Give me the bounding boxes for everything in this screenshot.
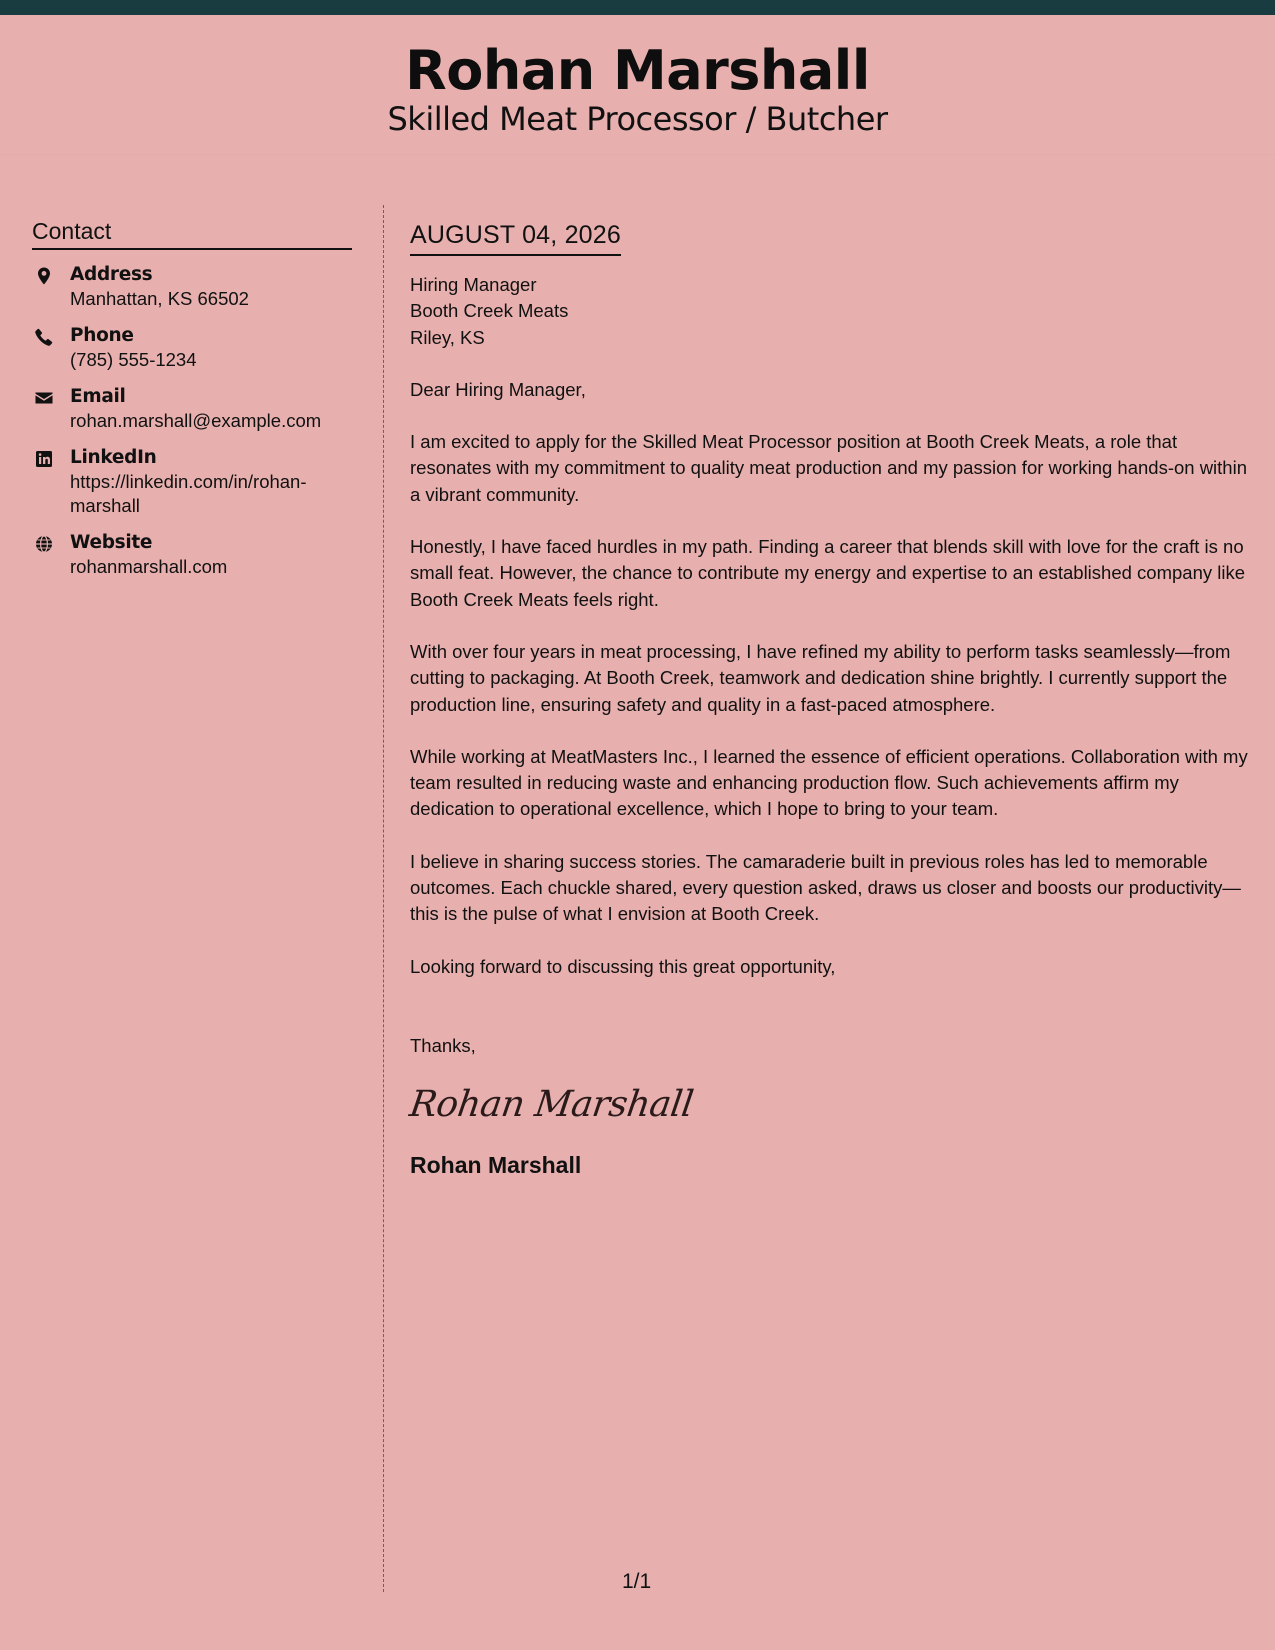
body-paragraph: I believe in sharing success stories. The camaraderie built in previous roles has led to memorable outcomes. Each chuckle shared, every question asked, draws us closer and boosts our productivity—this is the pulse of what I envision at Booth Creek.	[410, 850, 1241, 925]
recipient-line: Booth Creek Meats	[410, 300, 569, 322]
applicant-title: Skilled Meat Processor / Butcher	[387, 99, 888, 138]
map-pin-icon	[34, 266, 54, 286]
column-divider	[383, 205, 384, 1592]
letter-date: AUGUST 04, 2026	[410, 220, 621, 256]
contact-heading: Contact	[32, 218, 352, 250]
phone-value: (785) 555-1234	[70, 348, 197, 370]
contact-sidebar	[32, 218, 352, 579]
applicant-name: Rohan Marshall	[405, 39, 870, 102]
closing-line: Looking forward to discussing this great opportunity,	[410, 955, 836, 977]
contact-email	[32, 384, 352, 433]
letter-body	[407, 220, 1250, 1179]
page-header	[0, 15, 1275, 155]
phone-icon	[34, 327, 54, 347]
envelope-icon	[34, 388, 54, 408]
sign-off: Thanks,	[410, 1034, 476, 1056]
website-label: Website	[70, 531, 153, 553]
address-value: Manhattan, KS 66502	[70, 287, 249, 309]
recipient-line: Riley, KS	[410, 326, 485, 348]
contact-address	[32, 262, 352, 311]
linkedin-label: LinkedIn	[70, 446, 157, 468]
phone-label: Phone	[70, 324, 134, 346]
top-accent-bar	[0, 0, 1275, 15]
body-paragraph: I am excited to apply for the Skilled Meat Processor position at Booth Creek Meats, a role that resonates with my commitment to quality meat production and my passion for working hands-on within a vibrant community.	[410, 431, 1247, 505]
linkedin-value[interactable]: https://linkedin.com/in/rohan-marshall	[70, 470, 307, 516]
email-label: Email	[70, 385, 126, 407]
recipient-block	[410, 272, 1250, 351]
address-label: Address	[70, 263, 153, 285]
handwritten-signature: Rohan Marshall	[407, 1084, 696, 1126]
contact-linkedin	[32, 445, 352, 518]
signed-name: Rohan Marshall	[410, 1152, 582, 1179]
email-value: rohan.marshall@example.com	[70, 409, 322, 431]
body-paragraph: With over four years in meat processing, I have refined my ability to perform tasks seamlessly—from cutting to packaging. At Booth Creek, teamwork and dedication shine brightly. I currently support the production line, ensuring safety and quality in a fast-paced atmosphere.	[410, 640, 1231, 715]
contact-phone	[32, 323, 352, 372]
page-number: 1/1	[622, 1570, 652, 1593]
contact-website	[32, 530, 352, 579]
body-paragraph: While working at MeatMasters Inc., I learned the essence of efficient operations. Collaboration with my team resulted in reducing waste and enhancing production flow. Such achievements affirm my dedication to operational excellence, which I hope to bring to your team.	[410, 745, 1248, 820]
linkedin-icon	[34, 449, 54, 469]
body-paragraph: Honestly, I have faced hurdles in my path. Finding a career that blends skill with love for the craft is no small feat. However, the chance to contribute my energy and expertise to an established company like Booth Creek Meats feels right.	[410, 536, 1246, 610]
globe-icon	[34, 534, 54, 554]
website-value[interactable]: rohanmarshall.com	[70, 555, 228, 577]
salutation: Dear Hiring Manager,	[410, 378, 586, 400]
recipient-line: Hiring Manager	[410, 274, 537, 295]
